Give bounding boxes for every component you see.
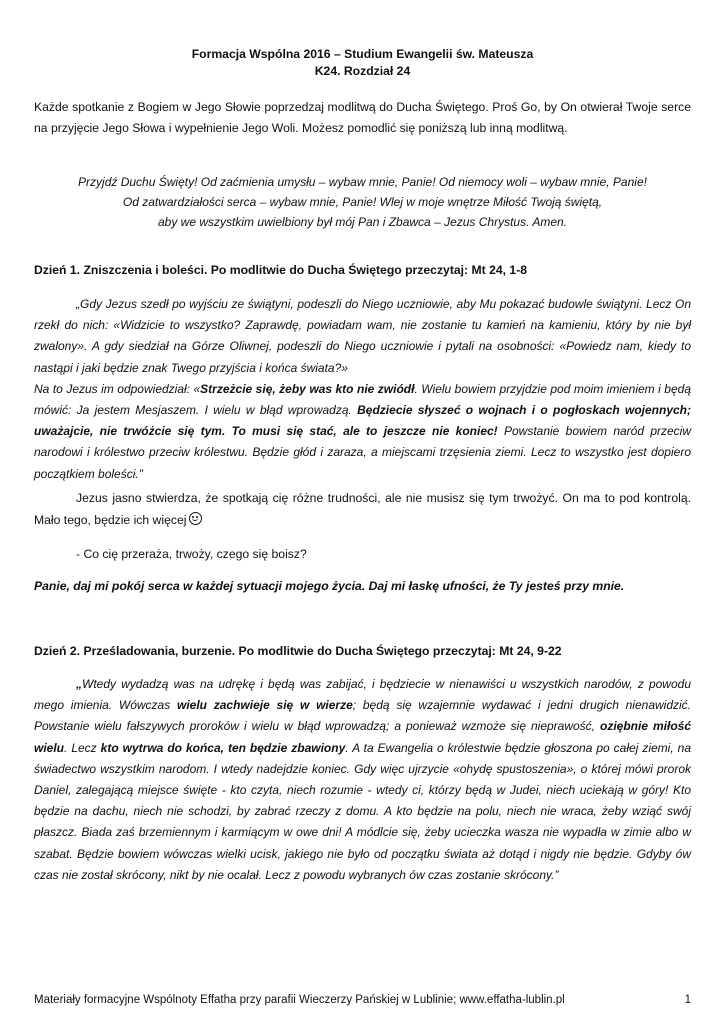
- intro-paragraph: Każde spotkanie z Bogiem w Jego Słowie poprzedzaj modlitwą do Ducha Świętego. Proś Go, by On otwierał Twoje serce na przyjęcie Jego Słowa i wypełnienie Jego Woli. Możesz pomodlić się poniższą lub inną modlitwą.: [34, 100, 691, 135]
- page-footer: [34, 993, 691, 1008]
- quote-text: . Lecz: [64, 740, 101, 755]
- prayer-line: Przyjdź Duchu Święty! Od zaćmienia umysłu – wybaw mnie, Panie! Od niemocy woli – wybaw mnie, Panie!: [78, 175, 647, 189]
- quote-emphasis: wielu zachwieje się w wierze: [176, 698, 353, 713]
- quote-emphasis: Strzeżcie się, żeby was kto nie zwiódł: [200, 381, 415, 396]
- day2-heading: Dzień 2. Prześladowania, burzenie. Po modlitwie do Ducha Świętego przeczytaj: Mt 24, 9-22: [34, 644, 562, 658]
- quote-text: . Wielu bowiem przyjdzie pod moim imieniem i będą mówić: Ja jestem Mesjaszem. I wielu w błąd wprowadzą.: [34, 381, 692, 418]
- day1-question: - Co cię przeraża, trwoży, czego się boisz?: [76, 547, 307, 561]
- document-subtitle: K24. Rozdział 24: [314, 64, 411, 78]
- day2-scripture-quote: [34, 674, 691, 886]
- day1-reflection: [34, 487, 691, 531]
- quote-text: Wtedy wydadzą was na udrękę i będą was zabijać, i będziecie w nienawiści u wszystkich narodów, z powodu mego imienia. Wówczas: [34, 677, 691, 713]
- quote-paragraph: [34, 379, 691, 485]
- quote-text: . A ta Ewangelia o królestwie będzie głoszona po całej ziemi, na świadectwo wszystkim narodom. I wtedy nadejdzie koniec. Gdy więc ujrzycie «ohydę spustoszenia», o której mówi prorok Daniel, zalegającą miejsce święte - kto czyta, niech rozumie - wtedy ci, którzy będą w Judei, niech uciekają w góry! Kto będzie na dachu, niech nie schodzi, by zabrać rzeczy z domu. A kto będzie na polu, niech nie wraca, żeby wziąć swój płaszcz. Biada zaś brzemiennym i karmiącym w owe dni! A módlcie się, żeby ucieczka wasza nie wypadła w zimie albo w szabat. Będzie bowiem wówczas wielki ucisk, jakiego nie było od początku świata aż dotąd i nigdy nie będzie. Gdyby ów czas nie został skrócony, nikt by nie ocalał. Lecz z powodu wybranych ów czas zostanie skrócony.”: [34, 740, 691, 882]
- day1-heading: Dzień 1. Zniszczenia i boleści. Po modlitwie do Ducha Świętego przeczytaj: Mt 24, 1-8: [34, 263, 528, 277]
- reflection-text: Jezus jasno stwierdza, że spotkają cię różne trudności, ale nie musisz się tym trwożyć. On ma to pod kontrolą. Mało tego, będzie ich więcej: [34, 491, 691, 527]
- day1-closing-prayer: Panie, daj mi pokój serca w każdej sytuacji mojego życia. Daj mi łaskę ufności, że Ty jesteś przy mnie.: [34, 579, 625, 593]
- day1-scripture-quote: [34, 294, 691, 485]
- footer-text: Materiały formacyjne Wspólnoty Effatha przy parafii Wieczerzy Pańskiej w Lublinie; www.effatha-lublin.pl: [34, 994, 565, 1006]
- opening-prayer: [34, 172, 691, 232]
- quote-text: ; będą się wzajemnie wydawać i jedni drugich nienawidzić. Powstanie wielu fałszywych proroków i wielu w błąd wprowadzą; a ponieważ wzmoże się nieprawość,: [34, 698, 691, 734]
- page-number: 1: [684, 994, 691, 1006]
- quote-emphasis: oziębnie miłość wielu: [34, 719, 692, 755]
- document-title: Formacja Wspólna 2016 – Studium Ewangelii św. Mateusza: [191, 47, 534, 61]
- quote-text: Powstanie bowiem naród przeciw narodowi i królestwo przeciw królestwu. Będzie głód i zaraza, a miejscami trzęsienia ziemi. Lecz to wszystko jest dopiero początkiem boleści.”: [34, 424, 691, 481]
- quote-emphasis: Będziecie słyszeć o wojnach i o pogłoskach wojennych; uważajcie, nie trwóżcie się tym. To musi się stać, ale to jeszcze nie koniec!: [34, 403, 691, 439]
- prayer-line: aby we wszystkim uwielbiony był mój Pan i Zbawca – Jezus Chrystus. Amen.: [157, 215, 568, 229]
- quote-emphasis: kto wytrwa do końca, ten będzie zbawiony: [100, 740, 346, 755]
- smiley-face-icon: [189, 512, 202, 525]
- quote-emphasis: „: [76, 677, 82, 691]
- quote-text: Na to Jezus im odpowiedział: «: [34, 381, 201, 396]
- prayer-line: Od zatwardziałości serca – wybaw mnie, Panie! Wlej w moje wnętrze Miłość Twoją świętą,: [122, 195, 603, 209]
- quote-paragraph: „Gdy Jezus szedł po wyjściu ze świątyni, podeszli do Niego uczniowie, aby Mu pokazać budowle świątyni. Lecz On rzekł do nich: «Widzicie to wszystko? Zaprawdę, powiadam wam, nie zostanie tu kamień na kamieniu, który by nie był zwalony». A gdy siedział na Górze Oliwnej, podeszli do Niego uczniowie i pytali na osobności: «Powiedz nam, kiedy to nastąpi i jaki będzie znak Twego przyjścia i końca świata?»: [34, 297, 691, 375]
